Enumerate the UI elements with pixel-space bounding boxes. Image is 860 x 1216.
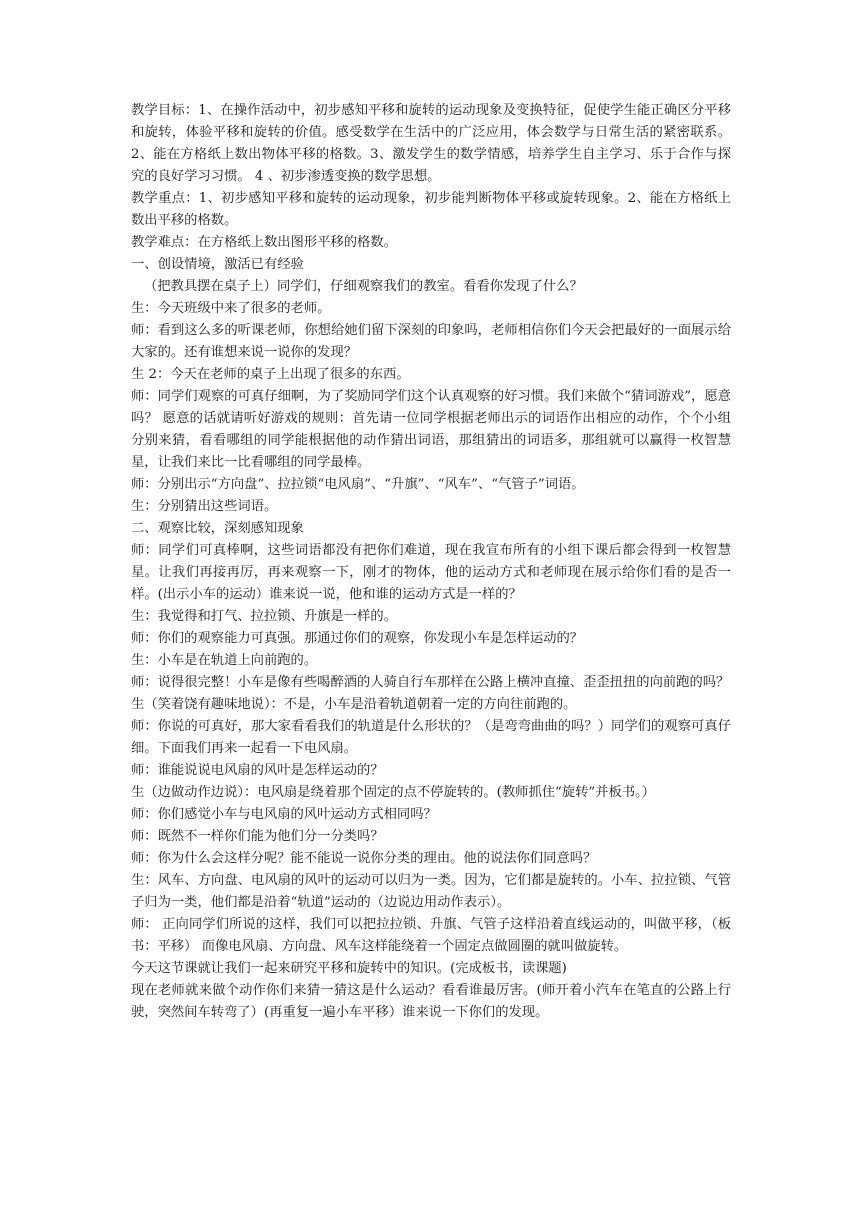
- paragraph: 师：分别出示“方向盘”、拉拉锁“电风扇”、“升旗”、“风车”、“气管子”词语。: [131, 477, 585, 492]
- paragraph: 生（笑着饶有趣味地说）：不是，小车是沿着轨道朝着一定的方向往前跑的。: [131, 697, 577, 712]
- paragraph: 生 2：今天在老师的桌子上出现了很多的东西。: [131, 367, 410, 382]
- paragraph: 师：你为什么会这样分呢？能不能说一说你分类的理由。他的说法你们同意吗？: [131, 851, 597, 866]
- paragraph: 生：今天班级中来了很多的老师。: [131, 301, 331, 316]
- paragraph: 师： 正向同学们所说的这样，我们可以把拉拉锁、升旗、气管子这样沿着直线运动的，叫做平移，（板书：平移） 而像电风扇、方向盘、风车这样能绕着一个固定点做圆圈的就叫做旋转。: [131, 917, 731, 954]
- paragraph: 生：分别猜出这些词语。: [131, 499, 278, 514]
- paragraph: 师：既然不一样你们能为他们分一分类吗？: [131, 829, 384, 844]
- paragraph: 生：风车、方向盘、电风扇的风叶的运动可以归为一类。因为，它们都是旋转的。小车、拉拉锁、气管子归为一类，他们都是沿着“轨道”运动的（边说边用动作表示）。: [131, 873, 731, 910]
- paragraph: 师：谁能说说电风扇的风叶是怎样运动的？: [131, 763, 384, 778]
- paragraph: 生：小车是在轨道上向前跑的。: [131, 653, 318, 668]
- paragraph: 师：说得很完整！小车是像有些喝醉酒的人骑自行车那样在公路上横冲直撞、歪歪扭扭的向前跑的吗？: [131, 675, 730, 690]
- teaching-key-points: 教学重点：1、初步感知平移和旋转的运动现象，初步能判断物体平移或旋转现象。2、能在方格纸上数出平移的格数。: [131, 191, 731, 228]
- paragraph: 今天这节课就让我们一起来研究平移和旋转中的知识。(完成板书，读课题): [131, 961, 567, 976]
- section-heading-2: 二、观察比较，深刻感知现象: [131, 521, 304, 536]
- paragraph: 师：看到这么多的听课老师，你想给她们留下深刻的印象吗，老师相信你们今天会把最好的一面展示给大家的。还有谁想来说一说你的发现？: [131, 323, 731, 360]
- paragraph: 师：同学们观察的可真仔细啊，为了奖励同学们这个认真观察的好习惯。我们来做个“猜词游戏”，愿意吗？ 愿意的话就请听好游戏的规则：首先请一位同学根据老师出示的词语作出相应的动作，个个小组分别来猜，看看哪组的同学能根据他的动作猜出词语，那组猜出的词语多，那组就可以赢得一枚智慧星，让我们来比一比看哪组的同学最棒。: [131, 389, 731, 470]
- paragraph: 生：我觉得和打气、拉拉锁、升旗是一样的。: [131, 609, 397, 624]
- section-heading-1: 一、创设情境，激活已有经验: [131, 257, 304, 272]
- paragraph: 现在老师就来做个动作你们来猜一猜这是什么运动？看看谁最厉害。(师开着小汽车在笔直的公路上行驶，突然间车转弯了）(再重复一遍小车平移）谁来说一下你们的发现。: [131, 983, 731, 1020]
- paragraph: 师：你说的可真好，那大家看看我们的轨道是什么形状的？（是弯弯曲曲的吗？）同学们的观察可真仔细。下面我们再来一起看一下电风扇。: [131, 719, 731, 756]
- teaching-difficulties: 教学难点：在方格纸上数出图形平移的格数。: [131, 235, 397, 250]
- paragraph: 生（边做动作边说）：电风扇是绕着那个固定的点不停旋转的。(教师抓住“旋转”并板书。）: [131, 785, 656, 800]
- paragraph: 师：同学们可真棒啊，这些词语都没有把你们难道，现在我宣布所有的小组下课后都会得到一枚智慧星。让我们再接再厉，再来观察一下，刚才的物体，他的运动方式和老师现在展示给你们看的是否一样。(出示小车的运动）谁来说一说，他和谁的运动方式是一样的？: [131, 543, 731, 602]
- teaching-objectives: 教学目标：1、在操作活动中，初步感知平移和旋转的运动现象及变换特征，促使学生能正确区分平移和旋转，体验平移和旋转的价值。感受数学在生活中的广泛应用，体会数学与日常生活的紧密联系。2、能在方格纸上数出物体平移的格数。3、激发学生的数学情感，培养学生自主学习、乐于合作与探究的良好学习习惯。 4 、初步渗透变换的数学思想。: [131, 103, 731, 184]
- document-body: [131, 100, 731, 1024]
- paragraph: （把教具摆在桌子上）同学们，仔细观察我们的教室。看看你发现了什么？: [144, 279, 583, 294]
- paragraph: 师：你们感觉小车与电风扇的风叶运动方式相同吗？: [131, 807, 437, 822]
- paragraph: 师：你们的观察能力可真强。那通过你们的观察，你发现小车是怎样运动的？: [131, 631, 584, 646]
